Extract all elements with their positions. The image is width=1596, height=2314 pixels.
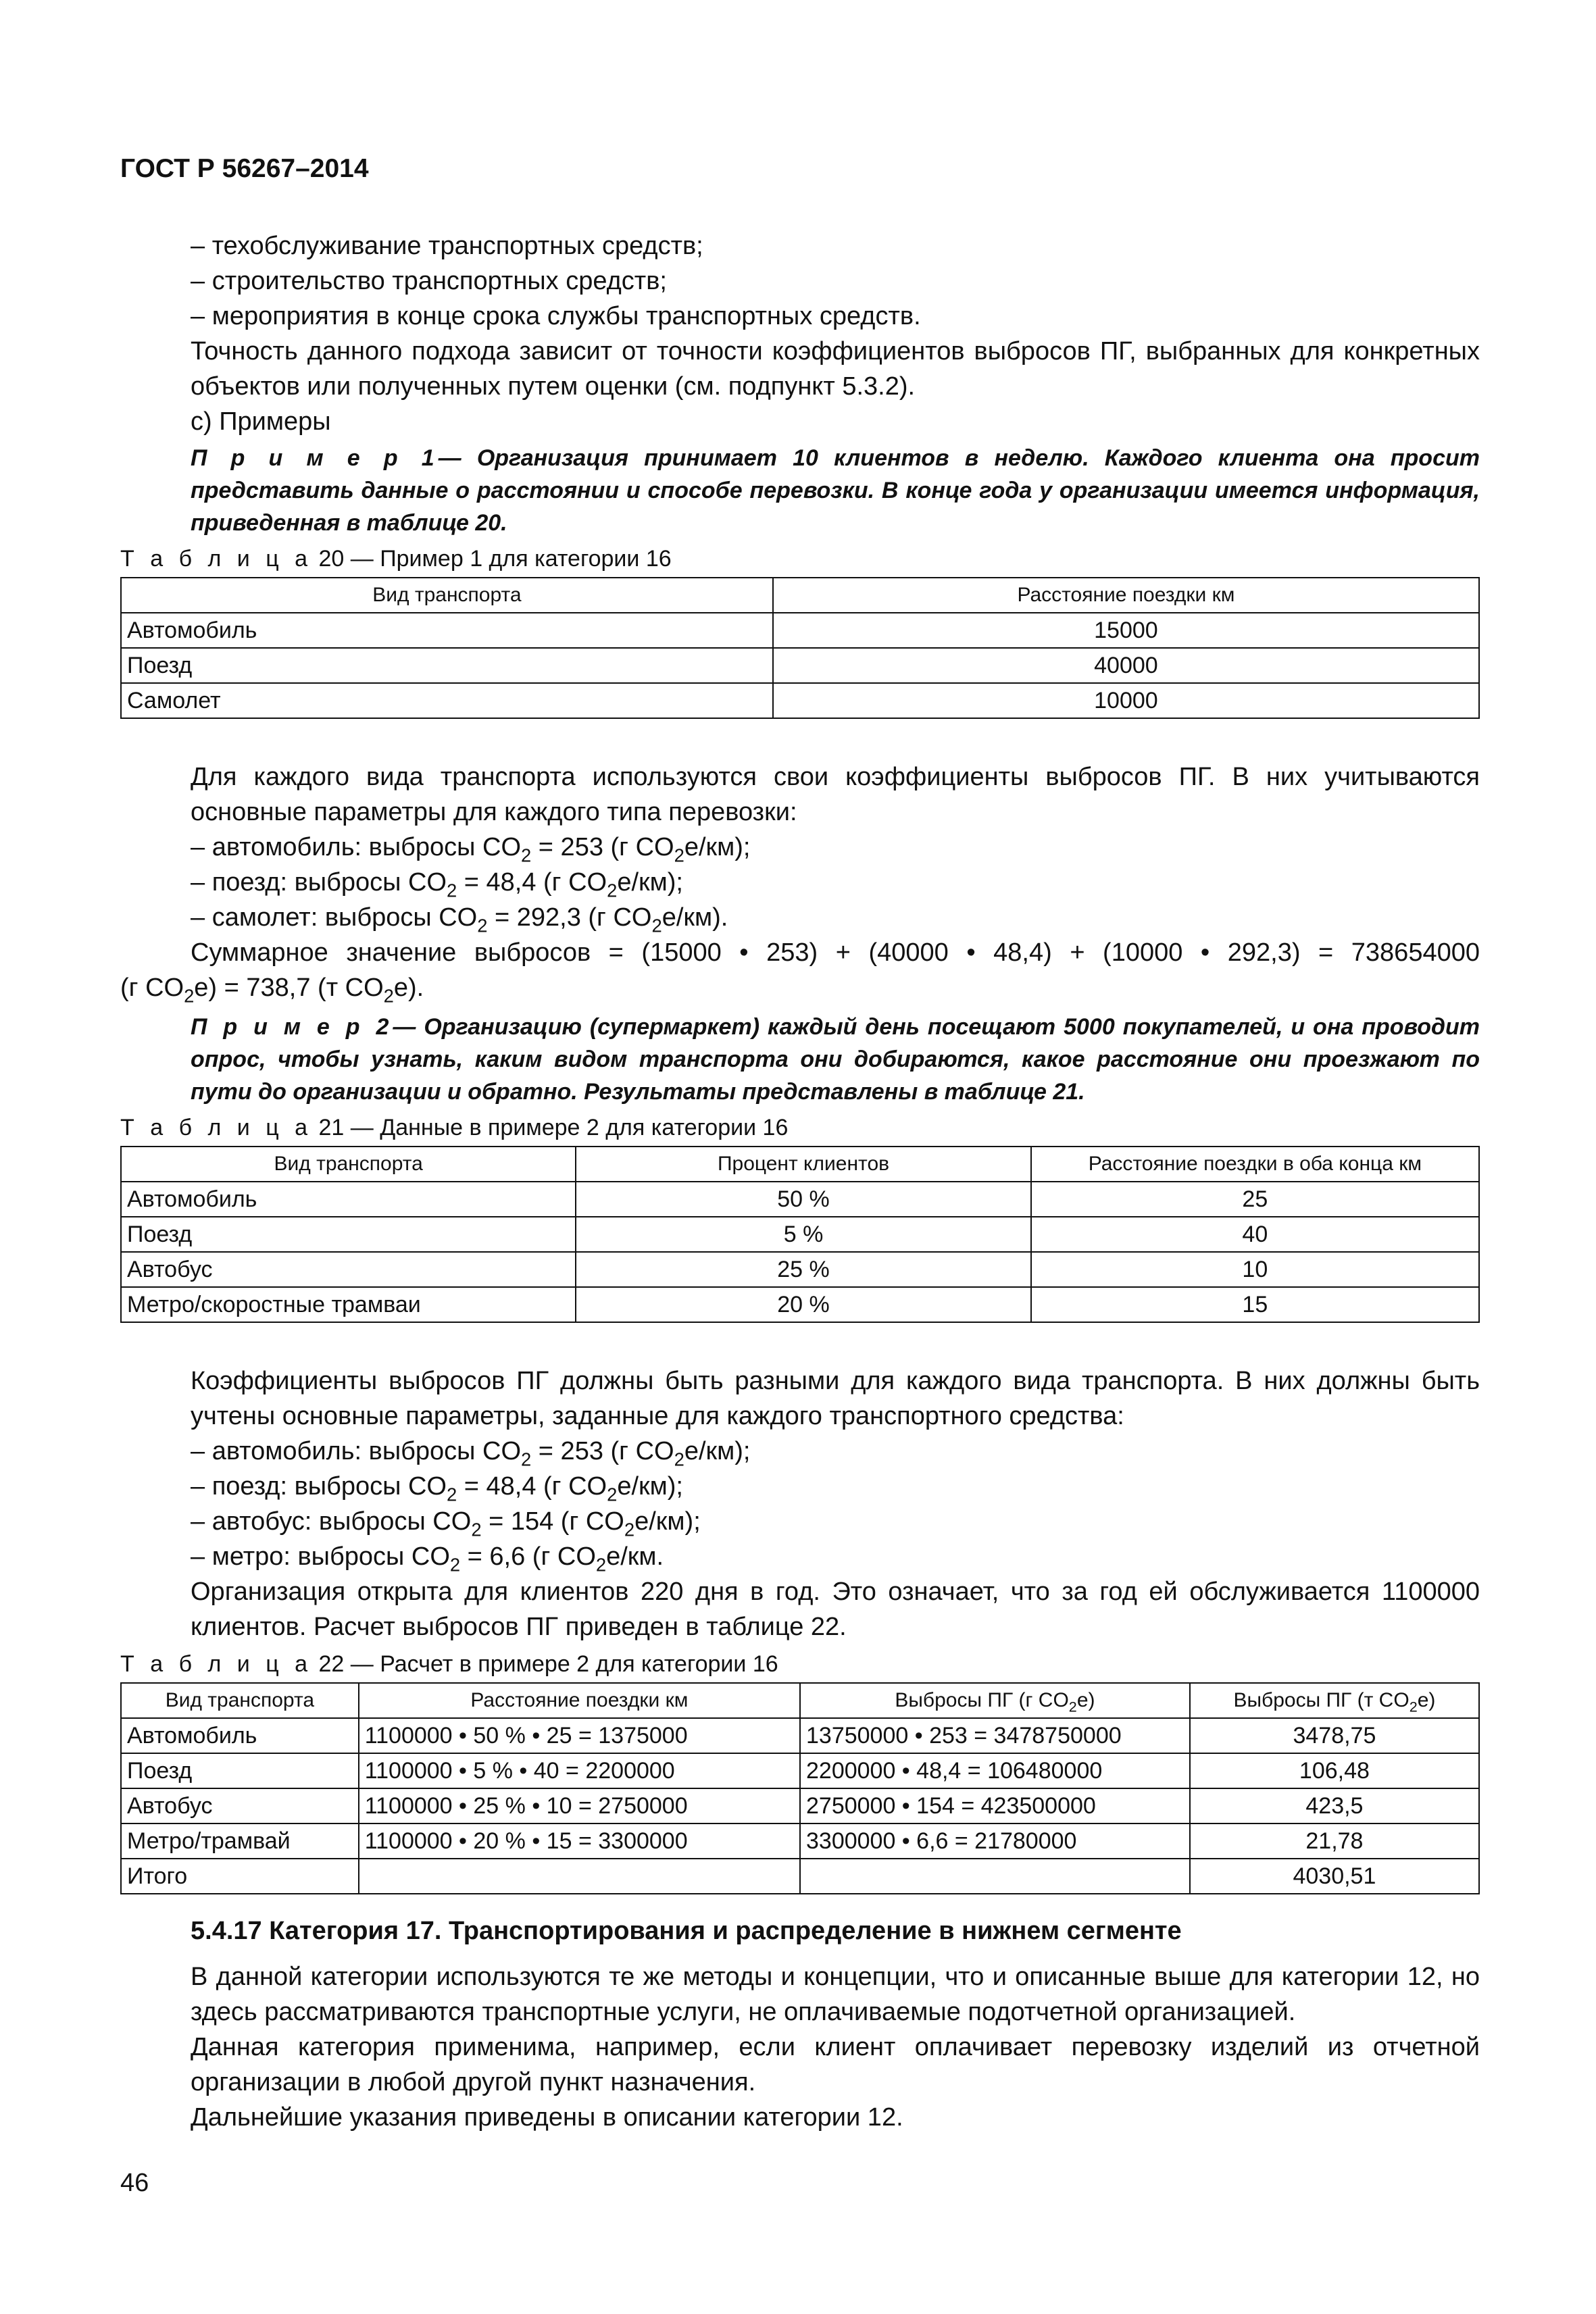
table-row [121,1823,1479,1859]
table-cell: Поезд [121,648,773,683]
table-header-row [121,1147,1479,1182]
table-row [121,1217,1479,1252]
page-number: 46 [120,2169,149,2197]
caption-text: 22 — Расчет в примере 2 для категории 16 [318,1651,778,1677]
column-header: Расстояние поездки км [773,578,1479,613]
list-item: – поезд: выбросы $CO_2 = 48,4$ (г $CO_2е/км$); [191,868,683,901]
table-cell: 1100000 • 5 % • 40 = 2200000 [359,1753,800,1788]
table-row [121,1718,1479,1753]
table-cell: Автобус [121,1788,359,1823]
table-cell: 25 [1031,1182,1479,1217]
section-paragraph: Дальнейшие указания приведены в описании категории 12. [191,2103,903,2132]
table-row [121,1252,1479,1287]
table-cell: 10000 [773,683,1479,718]
list-item: – мероприятия в конце срока службы транспортных средств. [191,302,921,330]
list-item: – метро: выбросы $CO_2 = 6,6$ (г $CO_2е/км$. [191,1542,664,1576]
table-row [121,613,1479,648]
table-cell: Автомобиль [121,613,773,648]
paragraph-coefficients: Для каждого вида транспорта используются свои коэффициенты выбросов ПГ. В них учитываются основные параметры для каждого типа перевозки: [191,763,1480,826]
column-header: Вид транспорта [121,1147,576,1182]
table-cell [800,1859,1190,1894]
table-cell: Самолет [121,683,773,718]
list-item: – автомобиль: выбросы $CO_2 = 253$ (г $CO_2е/км$); [191,1437,751,1470]
list-item: – самолет: выбросы $CO_2 = 292,3$ (г $CO_2е/км$). [191,903,728,936]
caption-text: 21 — Данные в примере 2 для категории 16 [318,1115,789,1140]
table-cell: Автобус [121,1252,576,1287]
table-row [121,1788,1479,1823]
table-cell: 3300000 • 6,6 = 21780000 [800,1823,1190,1859]
table-cell: 15 [1031,1287,1479,1322]
section-paragraph: Данная категория применима, например, если клиент оплачивает перевозку изделий из отчетной организации в любой другой пункт назначения. [191,2033,1480,2096]
example-text: — Организацию (супермаркет) каждый день посещают 5000 покупателей, и она проводит опрос, чтобы узнать, каким видом транспорта они добираются, какое расстояние они проезжают по пути до организации и обратно. Результаты представлены в таблице 21. [191,1014,1480,1105]
table-row [121,1182,1479,1217]
table-cell [359,1859,800,1894]
example-text: — Организация принимает 10 клиентов в неделю. Каждого клиента она просит представить данные о расстоянии и способе перевозки. В конце года у организации имеется информация, приведенная в таблице 20. [191,445,1480,536]
column-header: Расстояние поездки км [359,1683,800,1718]
table-cell: 13750000 • 253 = 3478750000 [800,1718,1190,1753]
table-caption [120,1112,1480,1143]
column-header: Выбросы ПГ (т $CO_2е$) [1190,1683,1479,1718]
example-2 [120,1011,1480,1108]
table-cell: Итого [121,1859,359,1894]
table-cell: 20 % [576,1287,1030,1322]
table-cell: Автомобиль [121,1718,359,1753]
list-item: – поезд: выбросы $CO_2 = 48,4$ (г $CO_2е/км$); [191,1472,683,1505]
table-cell: 15000 [773,613,1479,648]
table-header-row [121,578,1479,613]
examples-heading: с) Примеры [191,407,331,436]
table-caption [120,543,1480,574]
list-item: – техобслуживание транспортных средств; [191,232,703,260]
caption-label: Т а б л и ц а [120,546,313,572]
table-row [121,1753,1479,1788]
table-cell: 50 % [576,1182,1030,1217]
document-body [120,228,1480,2135]
table-20 [120,577,1480,719]
caption-text: 20 — Пример 1 для категории 16 [318,546,672,572]
column-header: Процент клиентов [576,1147,1030,1182]
table-cell: 1100000 • 20 % • 15 = 3300000 [359,1823,800,1859]
table-cell: 2200000 • 48,4 = 106480000 [800,1753,1190,1788]
column-header: Выбросы ПГ (г $CO_2е$) [800,1683,1190,1718]
sum-line: Суммарное значение выбросов = (15000 • 253) + (40000 • 48,4) + (10000 • 292,3) = 738654000 [191,938,1480,967]
table-row [121,683,1479,718]
example-label: П р и м е р 2 [191,1014,393,1040]
table-cell: 106,48 [1190,1753,1479,1788]
table-row-total [121,1859,1479,1894]
table-cell: 5 % [576,1217,1030,1252]
caption-label: Т а б л и ц а [120,1115,313,1140]
table-cell: Поезд [121,1217,576,1252]
section-paragraph: В данной категории используются те же методы и концепции, что и описанные выше для категории 12, но здесь рассматриваются транспортные услуги, не оплачиваемые подотчетной организацией. [191,1963,1480,2026]
table-cell: 21,78 [1190,1823,1479,1859]
column-header: Вид транспорта [121,578,773,613]
table-cell: 2750000 • 154 = 423500000 [800,1788,1190,1823]
table-cell: 25 % [576,1252,1030,1287]
list-item: – автобус: выбросы $CO_2 = 154$ (г $CO_2е/км$); [191,1507,701,1540]
table-row [121,1287,1479,1322]
list-item: – строительство транспортных средств; [191,267,667,295]
paragraph-coefficients-2: Коэффициенты выбросов ПГ должны быть разными для каждого вида транспорта. В них должны быть учтены основные параметры, заданные для каждого транспортного средства: [191,1367,1480,1430]
table-cell: 40 [1031,1217,1479,1252]
table-22 [120,1682,1480,1894]
table-cell: 40000 [773,648,1479,683]
table-cell: 3478,75 [1190,1718,1479,1753]
paragraph-accuracy: Точность данного подхода зависит от точности коэффициентов выбросов ПГ, выбранных для конкретных объектов или полученных путем оценки (см. подпункт 5.3.2). [191,337,1480,401]
column-header: Вид транспорта [121,1683,359,1718]
example-1 [120,442,1480,539]
example-label: П р и м е р 1 [191,445,439,471]
table-cell: 10 [1031,1252,1479,1287]
table-cell: 423,5 [1190,1788,1479,1823]
table-cell: Поезд [121,1753,359,1788]
list-item: – автомобиль: выбросы $CO_2 = 253$ (г $CO_2е/км$); [191,833,751,866]
table-cell: Метро/трамвай [121,1823,359,1859]
sum-line-result: (г $CO_2е) = 738,7$ (т $CO_2е$). [120,974,424,1007]
document-header: ГОСТ Р 56267–2014 [120,154,369,183]
table-cell: 1100000 • 50 % • 25 = 1375000 [359,1718,800,1753]
table-row [121,648,1479,683]
section-heading: 5.4.17 Категория 17. Транспортирования и распределение в нижнем сегменте [191,1917,1182,1945]
table-header-row [121,1683,1479,1718]
table-cell: 1100000 • 25 % • 10 = 2750000 [359,1788,800,1823]
column-header: Расстояние поездки в оба конца км [1031,1147,1479,1182]
table-cell: Автомобиль [121,1182,576,1217]
table-caption [120,1649,1480,1680]
table-cell: 4030,51 [1190,1859,1479,1894]
table-21 [120,1146,1480,1323]
table-cell: Метро/скоростные трамваи [121,1287,576,1322]
caption-label: Т а б л и ц а [120,1651,313,1677]
paragraph-opening: Организация открыта для клиентов 220 дня в год. Это означает, что за год ей обслуживается 1100000 клиентов. Расчет выбросов ПГ приведен в таблице 22. [191,1578,1480,1641]
